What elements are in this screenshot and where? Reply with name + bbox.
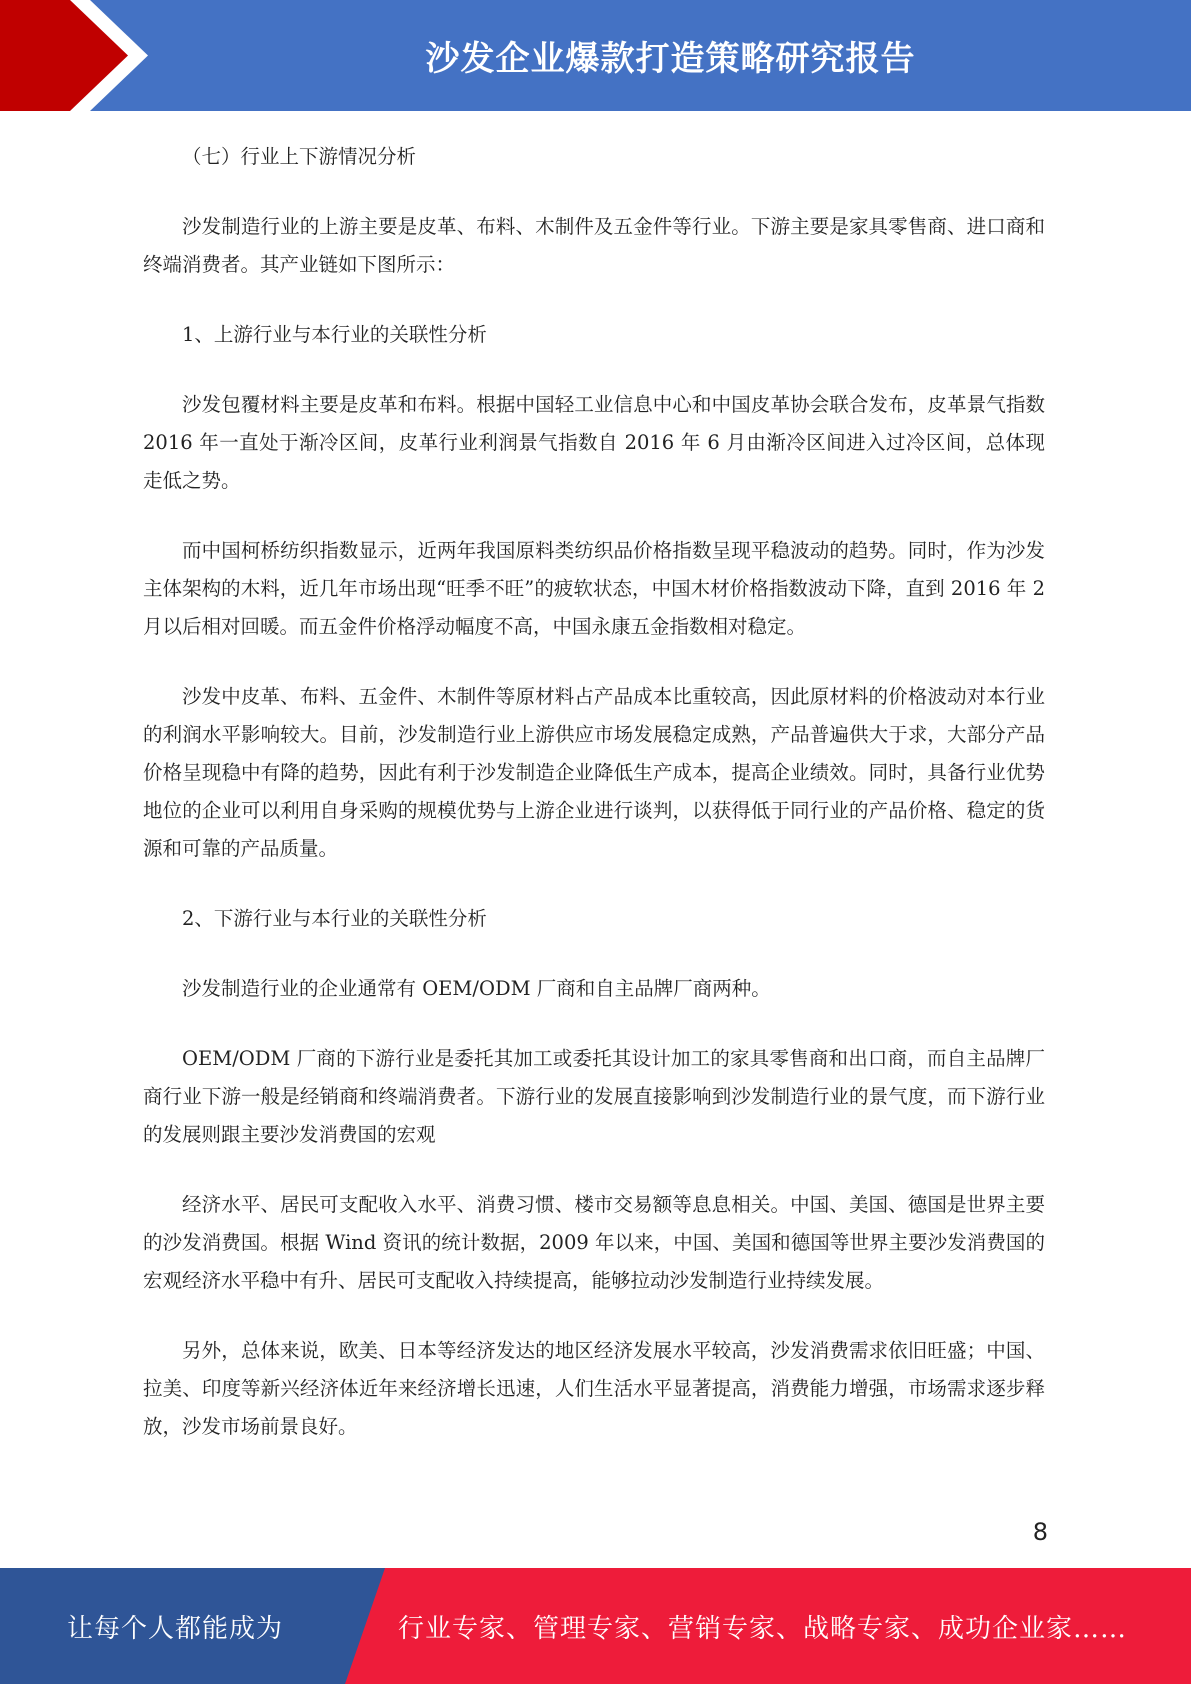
section-heading: （七）行业上下游情况分析 xyxy=(182,145,417,168)
page-number: 8 xyxy=(1032,1518,1048,1546)
downstream-heading: 2、下游行业与本行业的关联性分析 xyxy=(182,907,487,930)
downstream-paragraph-2: OEM/ODM 厂商的下游行业是委托其加工或委托其设计加工的家具零售商和出口商，而自主品牌厂商行业下游一般是经销商和终端消费者。下游行业的发展直接影响到沙发制造行业的景气度，而下游行业的发展则跟主要沙发消费国的宏观 xyxy=(143,1047,1045,1146)
upstream-heading: 1、上游行业与本行业的关联性分析 xyxy=(182,323,487,346)
header-chevron-decoration xyxy=(0,0,160,111)
upstream-paragraph-3: 沙发中皮革、布料、五金件、木制件等原材料占产品成本比重较高，因此原材料的价格波动对本行业的利润水平影响较大。目前，沙发制造行业上游供应市场发展稳定成熟，产品普遍供大于求，大部分产品价格呈现稳中有降的趋势，因此有利于沙发制造企业降低生产成本，提高企业绩效。同时，具备行业优势地位的企业可以利用自身采购的规模优势与上游企业进行谈判，以获得低于同行业的产品价格、稳定的货源和可靠的产品质量。 xyxy=(143,685,1045,860)
footer-slogan-left: 让每个人都能成为 xyxy=(66,1613,283,1644)
report-title: 沙发企业爆款打造策略研究报告 xyxy=(425,39,916,79)
downstream-paragraph-3: 经济水平、居民可支配收入水平、消费习惯、楼市交易额等息息相关。中国、美国、德国是世界主要的沙发消费国。根据 Wind 资讯的统计数据，2009 年以来，中国、美国和德国等世界主要沙发消费国的宏观经济水平稳中有升、居民可支配收入持续提高，能够拉动沙发制造行业持续发展。 xyxy=(143,1193,1045,1292)
downstream-paragraph-4: 另外，总体来说，欧美、日本等经济发达的地区经济发展水平较高，沙发消费需求依旧旺盛；中国、拉美、印度等新兴经济体近年来经济增长迅速，人们生活水平显著提高，消费能力增强，市场需求逐步释放，沙发市场前景良好。 xyxy=(143,1339,1045,1438)
page-footer xyxy=(0,1568,1191,1684)
downstream-paragraph-1: 沙发制造行业的企业通常有 OEM/ODM 厂商和自主品牌厂商两种。 xyxy=(182,977,771,1000)
page-body xyxy=(143,138,1045,1446)
intro-paragraph: 沙发制造行业的上游主要是皮革、布料、木制件及五金件等行业。下游主要是家具零售商、进口商和终端消费者。其产业链如下图所示： xyxy=(143,215,1045,276)
upstream-paragraph-2: 而中国柯桥纺织指数显示，近两年我国原料类纺织品价格指数呈现平稳波动的趋势。同时，作为沙发主体架构的木料，近几年市场出现“旺季不旺”的疲软状态，中国木材价格指数波动下降，直到 2016 年 2 月以后相对回暖。而五金件价格浮动幅度不高，中国永康五金指数相对稳定。 xyxy=(143,539,1045,638)
footer-slogan-right: 行业专家、管理专家、营销专家、战略专家、成功企业家…… xyxy=(398,1613,1128,1644)
upstream-paragraph-1: 沙发包覆材料主要是皮革和布料。根据中国轻工业信息中心和中国皮革协会联合发布，皮革景气指数 2016 年一直处于渐冷区间，皮革行业利润景气指数自 2016 年 6 月由渐冷区间进入过冷区间，总体现走低之势。 xyxy=(143,393,1045,492)
page-header xyxy=(0,0,1191,111)
